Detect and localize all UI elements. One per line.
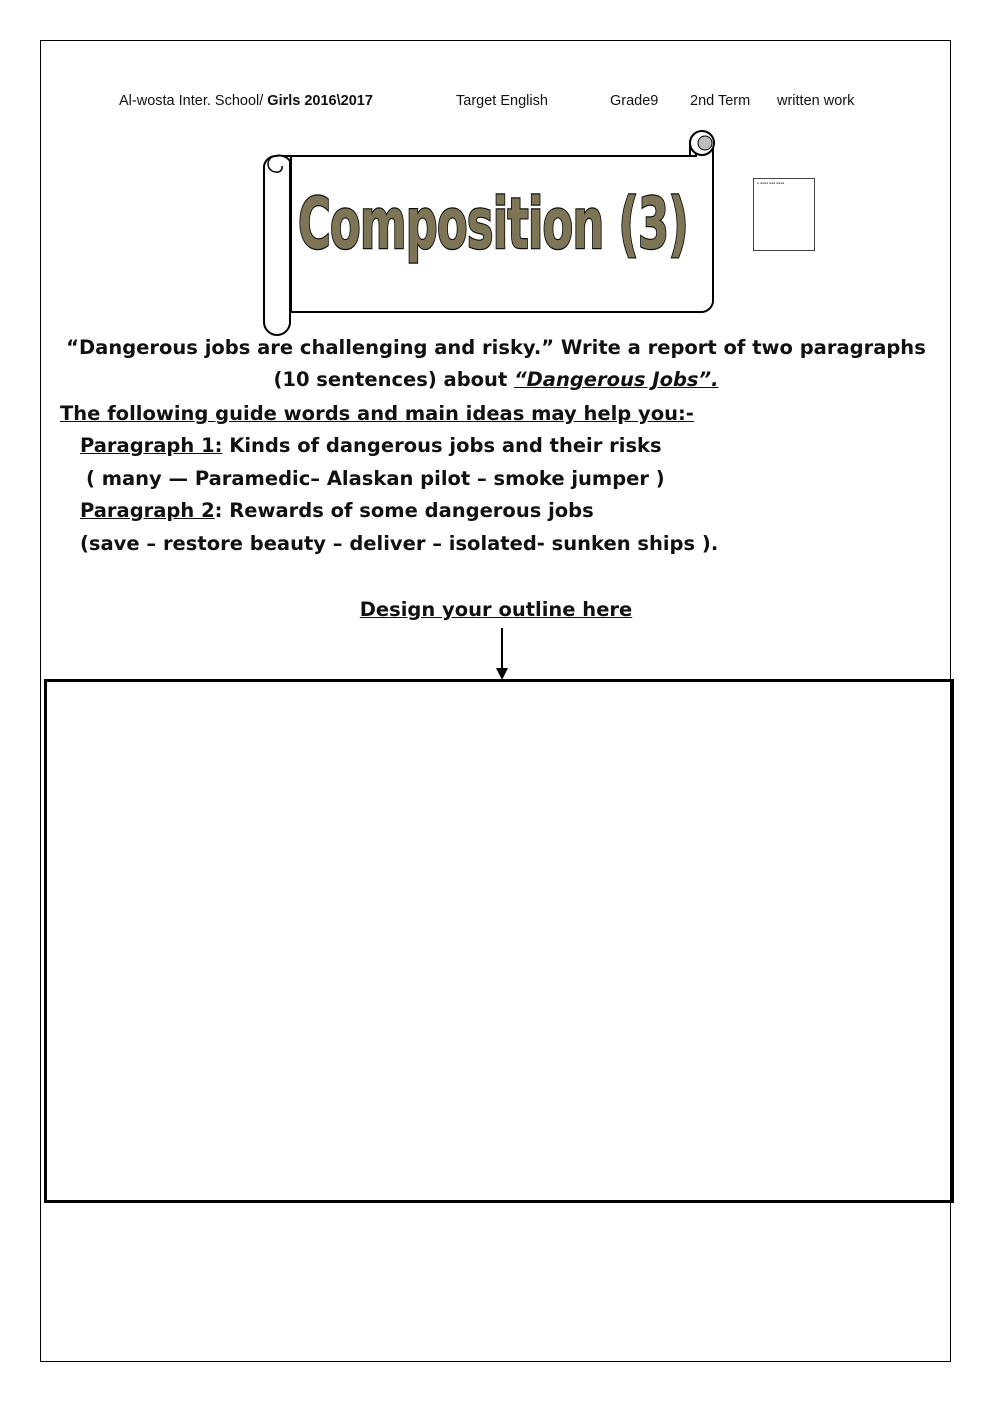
topic-title: “Dangerous Jobs”. — [514, 368, 719, 391]
prompt-line-1: “Dangerous jobs are challenging and risky.” Write a report of two paragraphs — [66, 336, 926, 359]
paragraph-1-line — [80, 429, 662, 462]
composition-scroll-banner — [258, 126, 720, 338]
paragraph-1-idea: Kinds of dangerous jobs and their risks — [222, 434, 662, 457]
outline-heading: Design your outline here — [359, 598, 633, 621]
paragraph-2-idea: : Rewards of some dangerous jobs — [214, 499, 594, 522]
paragraph-2-hint: (save – restore beauty – deliver – isolated- sunken ships ). — [80, 532, 719, 555]
prompt-line-2: (10 sentences) about “Dangerous Jobs”. — [273, 368, 719, 391]
work-type-label: written work — [777, 93, 855, 109]
paragraph-1-label: Paragraph 1: — [80, 434, 223, 457]
paragraph-1-hint: ( many — Paramedic– Alaskan pilot – smoke jumper ) — [86, 467, 665, 490]
paragraph-2-line — [80, 494, 594, 527]
paragraph-2-label: Paragraph 2 — [80, 499, 215, 522]
scroll-left-roll — [264, 156, 290, 335]
subject-name: Target English — [456, 93, 548, 109]
worksheet-header — [0, 93, 992, 113]
down-arrow-icon — [492, 628, 512, 682]
score-box — [753, 178, 815, 251]
outline-answer-box[interactable] — [44, 679, 954, 1203]
term-label: 2nd Term — [690, 93, 751, 109]
banner-title: Composition (3) — [298, 183, 688, 265]
score-box-scribble: ▪ ▪▪▪▪ ▪▪▪ ▪▪▪▪ — [757, 181, 785, 185]
guide-heading: The following guide words and main ideas may help you:- — [60, 402, 694, 425]
grade-label: Grade9 — [610, 93, 659, 109]
school-name: Al-wosta Inter. School/ Girls 2016\2017 — [119, 93, 373, 109]
